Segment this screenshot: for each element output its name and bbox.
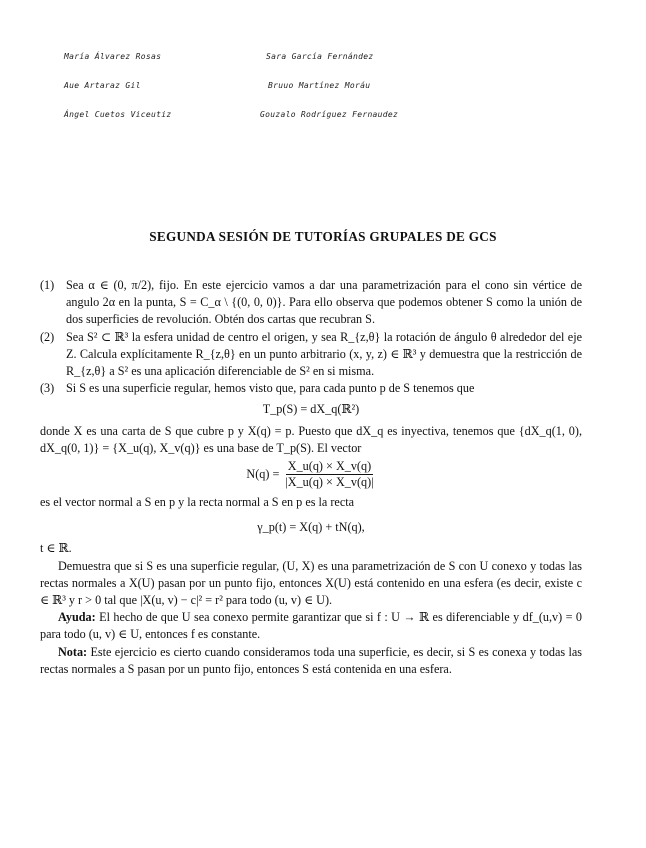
paragraph: es el vector normal a S en p y la recta normal a S en p es la recta bbox=[40, 495, 355, 510]
student-name: Ángel Cuetos Viceutiz bbox=[64, 110, 172, 119]
exercise-number: (2) bbox=[40, 329, 55, 344]
paragraph: t ∈ ℝ. bbox=[40, 541, 72, 556]
exercise-2 bbox=[40, 329, 582, 381]
student-name: Sara García Fernández bbox=[266, 52, 374, 61]
student-name: María Álvarez Rosas bbox=[64, 52, 162, 61]
student-name: Aue Artaraz Gil bbox=[64, 81, 141, 90]
page-title: SEGUNDA SESIÓN DE TUTORÍAS GRUPALES DE GCS bbox=[149, 229, 497, 244]
note-text: Este ejercicio es cierto cuando consideramos toda una superficie, es decir, si S es conexa y todas las rectas normales a S pasan por un punto fijo, entonces S está contenida en una esfera. bbox=[40, 644, 582, 676]
hint-text: El hecho de que U sea conexo permite garantizar que si f : U → ℝ es diferenciable y df_(u,v) = 0 para todo (u, v) ∈ U, entonces f es constante. bbox=[40, 610, 583, 642]
hint-label: Ayuda: bbox=[58, 610, 96, 625]
exercise-number: (1) bbox=[40, 278, 55, 292]
student-name: Gouzalo Rodríguez Fernaudez bbox=[260, 110, 399, 119]
exercise-intro: Si S es una superficie regular, hemos visto que, para cada punto p de S tenemos que bbox=[66, 381, 475, 396]
hint-paragraph bbox=[40, 609, 582, 643]
exercise-text: Sea S² ⊂ ℝ³ la esfera unidad de centro el origen, y sea R_{z,θ} la rotación de ángulo θ alrededor del eje Z. Calcula explícitamente R_{z,θ} en un punto arbitrario (x, y, z) ∈ ℝ³ y demuestra que la restricción de R_{z,θ} a S² es una aplicación diferenciable de S² en si misma. bbox=[66, 329, 582, 379]
exercise-3 bbox=[40, 380, 582, 397]
equation-lhs: N(q) = bbox=[246, 466, 280, 481]
exercise-number: (3) bbox=[40, 381, 55, 396]
paragraph: donde X es una carta de S que cubre p y X(q) = p. Puesto que dX_q es inyectiva, tenemos que {dX_q(1, 0), dX_q(0, 1)} = {X_u(q), X_v(q)} es una base de T_p(S). El vector bbox=[40, 423, 582, 455]
exercise-1 bbox=[40, 277, 582, 329]
normal-line-equation: γ_p(t) = X(q) + tN(q), bbox=[257, 520, 365, 535]
student-name: Bruuo Martínez Moráu bbox=[268, 81, 371, 90]
exercise-list bbox=[40, 277, 582, 678]
fraction bbox=[283, 459, 375, 490]
normal-vector-equation bbox=[40, 459, 582, 490]
exercise-text: Sea α ∈ (0, π/2), fijo. En este ejercicio vamos a dar una parametrización para el cono sin vértice de angulo 2α en la punta, S = C_α \ {(0, 0, 0)}. Para ello observa que podemos obtener S como la unión de dos superficies de revolución. Obtén dos cartas que recubran S. bbox=[66, 278, 582, 327]
paragraph: Demuestra que si S es una superficie regular, (U, X) es una parametrización de S con U conexo y todas las rectas normales a X(U) pasan por un punto fijo, entonces X(U) está contenido en una esfera (es decir, existe c ∈ ℝ³ y r > 0 tal que |X(u, v) − c|² = r² para todo (u, v) ∈ U). bbox=[40, 558, 582, 608]
note-paragraph bbox=[40, 644, 582, 678]
note-label: Nota: bbox=[58, 644, 88, 659]
fraction-denominator: |X_u(q) × X_v(q)| bbox=[285, 475, 374, 490]
fraction-numerator: X_u(q) × X_v(q) bbox=[287, 459, 372, 474]
tangent-plane-equation: T_p(S) = dX_q(ℝ²) bbox=[262, 402, 360, 417]
